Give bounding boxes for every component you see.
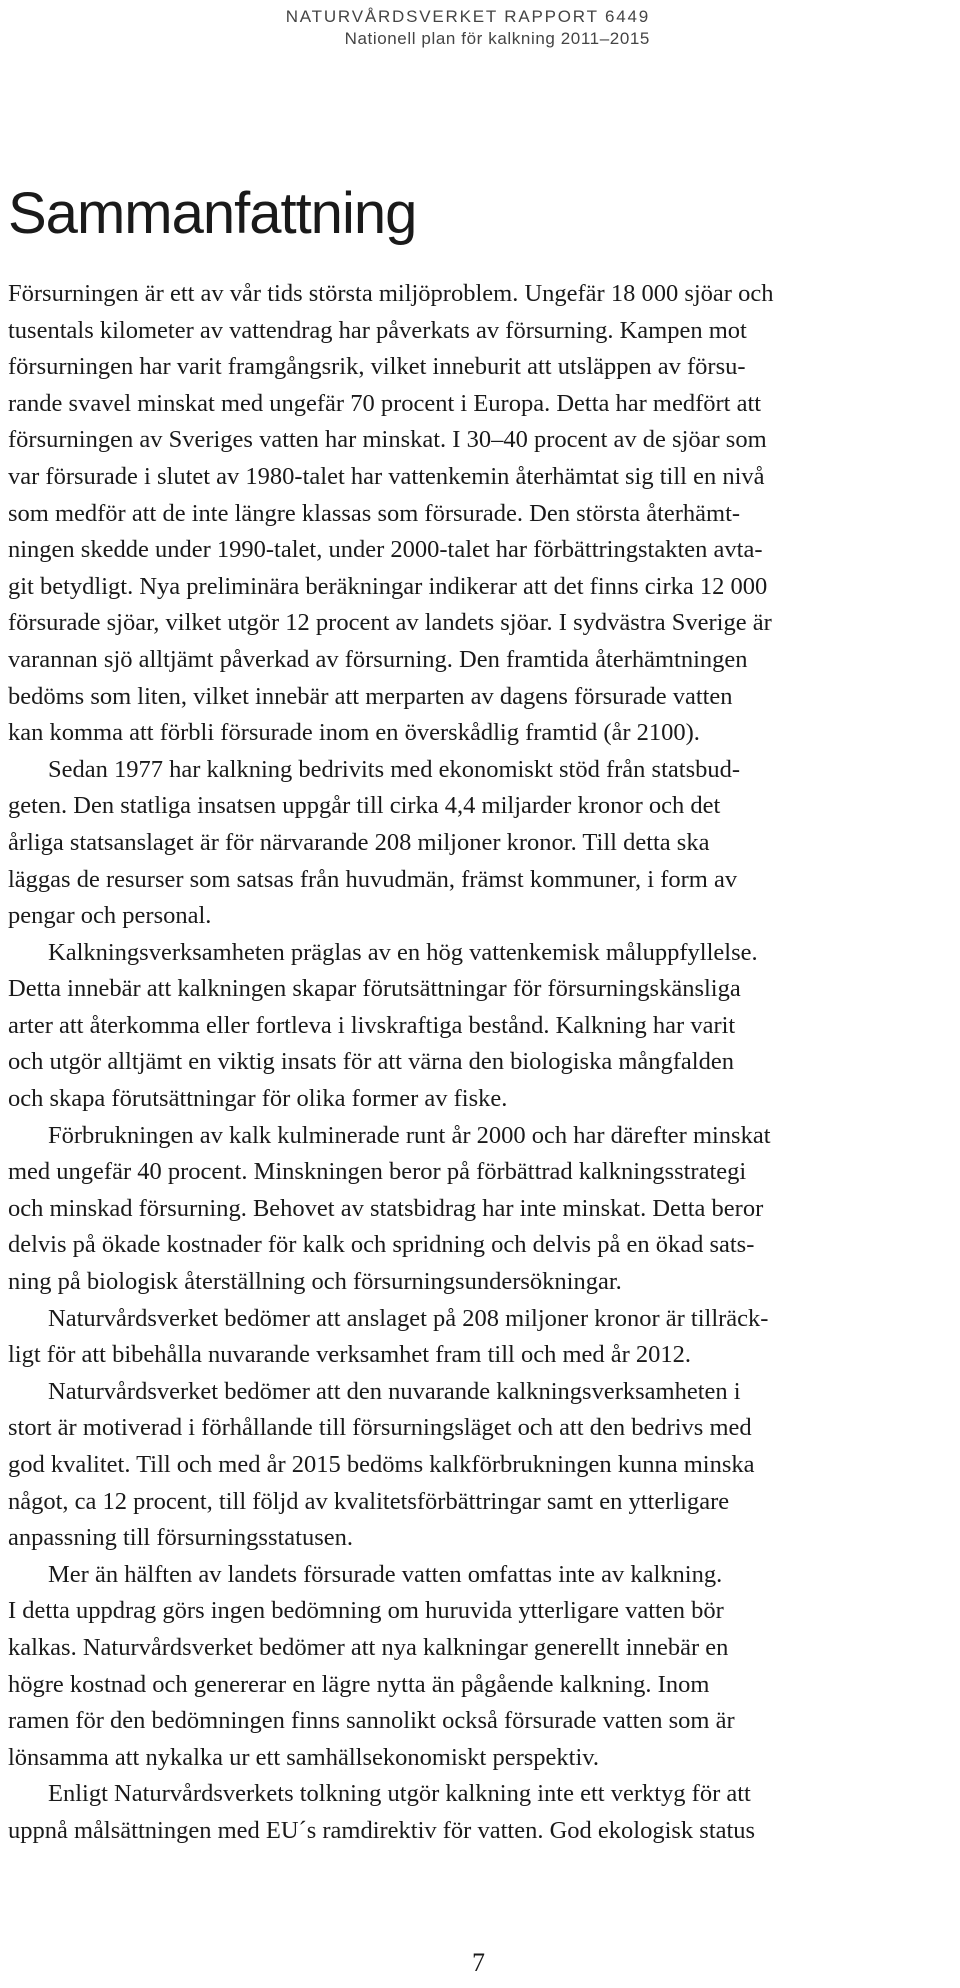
text-line: Enligt Naturvårdsverkets tolkning utgör kalkning inte ett verktyg för att xyxy=(48,1780,751,1808)
text-line: rande svavel minskat med ungefär 70 procent i Europa. Detta har medfört att xyxy=(8,389,762,417)
text-line: bedöms som liten, vilket innebär att merparten av dagens försurade vatten xyxy=(8,682,733,710)
text-line: varannan sjö alltjämt påverkad av försurning. Den framtida återhämtningen xyxy=(8,645,748,673)
text-line: god kvalitet. Till och med år 2015 bedöms kalkförbrukningen kunna minska xyxy=(8,1451,755,1478)
text-line: I detta uppdrag görs ingen bedömning om huruvida ytterligare vatten bör xyxy=(8,1597,724,1625)
text-line: läggas de resurser som satsas från huvudmän, främst kommuner, i form av xyxy=(8,865,738,893)
text-line: och utgör alltjämt en viktig insats för att värna den biologiska mångfalden xyxy=(8,1048,734,1076)
text-line: ningen skedde under 1990-talet, under 2000-talet har förbättringstakten avta- xyxy=(8,536,763,564)
text-line: Förbrukningen av kalk kulminerade runt år 2000 och har därefter minskat xyxy=(48,1121,771,1149)
text-line: tusentals kilometer av vattendrag har påverkats av försurning. Kampen mot xyxy=(8,316,747,344)
text-line: något, ca 12 procent, till följd av kvalitetsförbättringar samt en ytterligare xyxy=(8,1487,730,1515)
text-line: Detta innebär att kalkningen skapar förutsättningar för försurningskänsliga xyxy=(8,975,741,1003)
text-line: pengar och personal. xyxy=(8,902,212,930)
text-line: delvis på ökade kostnader för kalk och spridning och delvis på en ökad sats- xyxy=(8,1231,755,1259)
text-line: kan komma att förbli försurade inom en överskådlig framtid (år 2100). xyxy=(8,719,700,747)
page-number: 7 xyxy=(472,1948,485,1977)
text-line: ning på biologisk återställning och försurningsundersökningar. xyxy=(8,1268,622,1296)
text-line: högre kostnad och genererar en lägre nytta än pågående kalkning. Inom xyxy=(8,1670,710,1698)
text-line: Sedan 1977 har kalkning bedrivits med ekonomiskt stöd från statsbud- xyxy=(48,755,741,783)
text-line: uppnå målsättningen med EU´s ramdirektiv för vatten. God ekologisk status xyxy=(8,1816,756,1844)
running-header xyxy=(286,6,650,50)
text-line: arter att återkomma eller fortleva i livskraftiga bestånd. Kalkning har varit xyxy=(8,1011,736,1039)
page-title: Sammanfattning xyxy=(8,181,417,246)
text-line: stort är motiverad i förhållande till försurningsläget och att den bedrivs med xyxy=(8,1414,752,1442)
text-line: försurade sjöar, vilket utgör 12 procent av landets sjöar. I sydvästra Sverige är xyxy=(8,609,772,637)
text-line: Kalkningsverksamheten präglas av en hög vattenkemisk måluppfyllelse. xyxy=(48,938,758,966)
text-line: och minskad försurning. Behovet av statsbidrag har inte minskat. Detta beror xyxy=(8,1194,764,1222)
text-line: ramen för den bedömningen finns sannolikt också försurade vatten som är xyxy=(8,1707,735,1735)
text-line: som medför att de inte längre klassas som försurade. Den största återhämt- xyxy=(8,499,741,527)
text-line: lönsamma att nykalka ur ett samhällsekonomiskt perspektiv. xyxy=(8,1743,600,1771)
text-line: kalkas. Naturvårdsverket bedömer att nya kalkningar generellt innebär en xyxy=(8,1633,729,1661)
text-line: anpassning till försurningsstatusen. xyxy=(8,1524,354,1552)
text-line: årliga statsanslaget är för närvarande 208 miljoner kronor. Till detta ska xyxy=(8,828,710,856)
text-line: försurningen av Sveriges vatten har minskat. I 30–40 procent av de sjöar som xyxy=(8,426,767,454)
text-line: geten. Den statliga insatsen uppgår till cirka 4,4 miljarder kronor och det xyxy=(8,792,721,820)
text-line: Naturvårdsverket bedömer att anslaget på 208 miljoner kronor är tillräck- xyxy=(48,1304,769,1332)
text-line: Mer än hälften av landets försurade vatten omfattas inte av kalkning. xyxy=(48,1560,723,1588)
text-line: Försurningen är ett av vår tids största miljöproblem. Ungefär 18 000 sjöar och xyxy=(8,280,774,307)
text-line: ligt för att bibehålla nuvarande verksamhet fram till och med år 2012. xyxy=(8,1341,692,1369)
text-line: försurningen har varit framgångsrik, vilket inneburit att utsläppen av försu- xyxy=(8,353,746,381)
text-line: git betydligt. Nya preliminära beräkningar indikerar att det finns cirka 12 000 xyxy=(8,572,768,600)
text-line: och skapa förutsättningar för olika former av fiske. xyxy=(8,1085,508,1113)
report-number: NATURVÅRDSVERKET RAPPORT 6449 xyxy=(285,7,650,26)
body-text xyxy=(8,276,958,1850)
text-line: Naturvårdsverket bedömer att den nuvarande kalkningsverksamheten i xyxy=(48,1377,741,1405)
report-subtitle: Nationell plan för kalkning 2011–2015 xyxy=(344,29,650,48)
text-line: med ungefär 40 procent. Minskningen beror på förbättrad kalkningsstrategi xyxy=(8,1158,747,1186)
text-line: var försurade i slutet av 1980-talet har vattenkemin återhämtat sig till en nivå xyxy=(8,462,765,490)
